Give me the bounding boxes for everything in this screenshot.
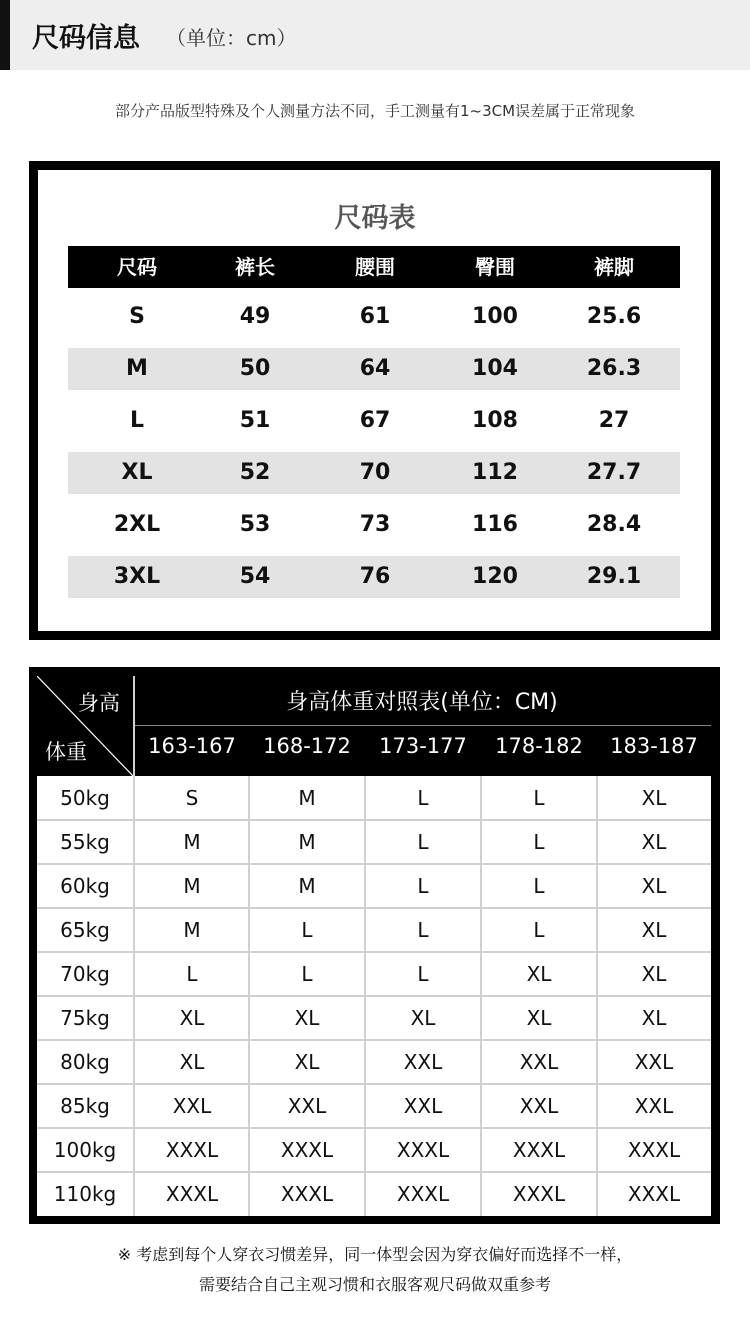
size-cell: XL <box>179 1006 205 1030</box>
size-cell: XL <box>294 1050 320 1074</box>
size-cell: XXL <box>634 1094 674 1118</box>
table-cell: 73 <box>359 512 391 537</box>
size-table-header-cell: 尺码 <box>117 255 157 279</box>
size-cell: XXL <box>403 1050 443 1074</box>
weight-label: 110kg <box>53 1182 117 1206</box>
table-cell: 100 <box>472 304 518 329</box>
header-accent-bar <box>0 0 10 70</box>
table-cell: 50 <box>239 356 271 381</box>
weight-label: 65kg <box>60 918 110 942</box>
table-cell: 25.6 <box>586 304 642 329</box>
size-cell: XL <box>179 1050 205 1074</box>
size-cell: L <box>533 874 545 898</box>
table-cell: 27.7 <box>586 460 642 485</box>
size-cell: XL <box>526 962 552 986</box>
size-cell: XXL <box>403 1094 443 1118</box>
size-cell: XXXL <box>396 1182 450 1206</box>
size-cell: XL <box>641 918 667 942</box>
table-cell: L <box>129 408 145 433</box>
size-table-header-cell: 臀围 <box>475 255 515 279</box>
table-cell: 108 <box>472 408 518 433</box>
size-chart-title: 尺码表 <box>334 203 416 234</box>
size-cell: L <box>417 786 429 810</box>
weight-label: 75kg <box>60 1006 110 1030</box>
unit-label: （单位：cm） <box>166 26 297 50</box>
height-column-header: 163-167 <box>148 734 236 758</box>
corner-height-label: 身高 <box>78 691 120 715</box>
size-cell: M <box>298 786 316 810</box>
size-cell: M <box>183 830 201 854</box>
table-cell: 67 <box>359 408 391 433</box>
table-cell: 61 <box>359 304 391 329</box>
size-cell: M <box>298 830 316 854</box>
table-cell: 52 <box>239 460 271 485</box>
table-row <box>68 452 680 494</box>
size-cell: S <box>185 786 199 810</box>
size-cell: XL <box>641 1006 667 1030</box>
table-cell: 51 <box>239 408 271 433</box>
size-table-header <box>68 246 680 288</box>
table-cell: 27 <box>598 408 630 433</box>
size-cell: L <box>186 962 198 986</box>
size-cell: XXXL <box>396 1138 450 1162</box>
size-cell: M <box>298 874 316 898</box>
size-cell: XL <box>410 1006 436 1030</box>
size-cell: XXL <box>519 1050 559 1074</box>
size-cell: XXL <box>519 1094 559 1118</box>
size-cell: XL <box>294 1006 320 1030</box>
size-cell: XXL <box>634 1050 674 1074</box>
size-cell: L <box>533 830 545 854</box>
table-cell: 76 <box>359 564 391 589</box>
table-cell: 3XL <box>113 564 161 589</box>
table-cell: 70 <box>359 460 391 485</box>
footer-note-line1: ※ 考虑到每个人穿衣习惯差异，同一体型会因为穿衣偏好而选择不一样， <box>117 1245 633 1264</box>
weight-label: 50kg <box>60 786 110 810</box>
size-cell: M <box>183 874 201 898</box>
weight-label: 85kg <box>60 1094 110 1118</box>
weight-label: 70kg <box>60 962 110 986</box>
size-cell: XXXL <box>512 1138 566 1162</box>
size-cell: XL <box>641 786 667 810</box>
table-row <box>68 296 680 338</box>
weight-label: 60kg <box>60 874 110 898</box>
footer-note-line2: 需要结合自己主观习惯和衣服客观尺码做双重参考 <box>198 1275 551 1294</box>
table-cell: 53 <box>239 512 271 537</box>
size-cell: XXXL <box>280 1182 334 1206</box>
page-title: 尺码信息 <box>32 23 140 54</box>
measurement-note: 部分产品版型特殊及个人测量方法不同，手工测量有1~3CM误差属于正常现象 <box>114 102 636 120</box>
size-cell: L <box>417 874 429 898</box>
table-cell: 112 <box>472 460 518 485</box>
table-cell: XL <box>121 460 153 485</box>
table-row <box>68 400 680 442</box>
corner-weight-label: 体重 <box>45 740 87 764</box>
table-cell: 26.3 <box>586 356 642 381</box>
table-cell: 54 <box>239 564 271 589</box>
table-cell: 116 <box>472 512 518 537</box>
hw-chart-title: 身高体重对照表(单位：CM) <box>286 690 558 715</box>
size-cell: L <box>533 786 545 810</box>
size-cell: XL <box>641 830 667 854</box>
height-column-header: 183-187 <box>610 734 698 758</box>
height-column-header: 178-182 <box>495 734 583 758</box>
size-cell: XXXL <box>165 1182 219 1206</box>
size-cell: L <box>417 830 429 854</box>
table-cell: 64 <box>359 356 391 381</box>
table-row <box>68 504 680 546</box>
table-cell: M <box>126 356 148 381</box>
size-table-header-cell: 裤脚 <box>594 255 634 279</box>
table-cell: 49 <box>239 304 271 329</box>
size-cell: XXXL <box>512 1182 566 1206</box>
table-cell: S <box>129 304 145 329</box>
size-cell: L <box>301 918 313 942</box>
size-cell: XL <box>641 962 667 986</box>
table-row <box>68 556 680 598</box>
size-cell: XXL <box>287 1094 327 1118</box>
weight-label: 100kg <box>53 1138 117 1162</box>
weight-label: 55kg <box>60 830 110 854</box>
size-table-header-cell: 腰围 <box>355 255 395 279</box>
size-cell: XXXL <box>627 1182 681 1206</box>
size-cell: L <box>417 962 429 986</box>
table-cell: 2XL <box>113 512 161 537</box>
table-cell: 29.1 <box>586 564 642 589</box>
height-column-header: 168-172 <box>263 734 351 758</box>
size-cell: XL <box>641 874 667 898</box>
weight-label: 80kg <box>60 1050 110 1074</box>
size-cell: XL <box>526 1006 552 1030</box>
size-table-header-cell: 裤长 <box>235 255 275 279</box>
size-cell: L <box>301 962 313 986</box>
table-cell: 28.4 <box>586 512 642 537</box>
size-cell: M <box>183 918 201 942</box>
size-cell: XXXL <box>627 1138 681 1162</box>
header-row-divider <box>135 725 711 726</box>
size-cell: L <box>417 918 429 942</box>
size-cell: XXXL <box>165 1138 219 1162</box>
size-cell: XXL <box>172 1094 212 1118</box>
table-cell: 120 <box>472 564 518 589</box>
table-row <box>68 348 680 390</box>
size-cell: L <box>533 918 545 942</box>
height-column-header: 173-177 <box>379 734 467 758</box>
section-header <box>0 0 750 70</box>
size-cell: XXXL <box>280 1138 334 1162</box>
table-cell: 104 <box>472 356 518 381</box>
